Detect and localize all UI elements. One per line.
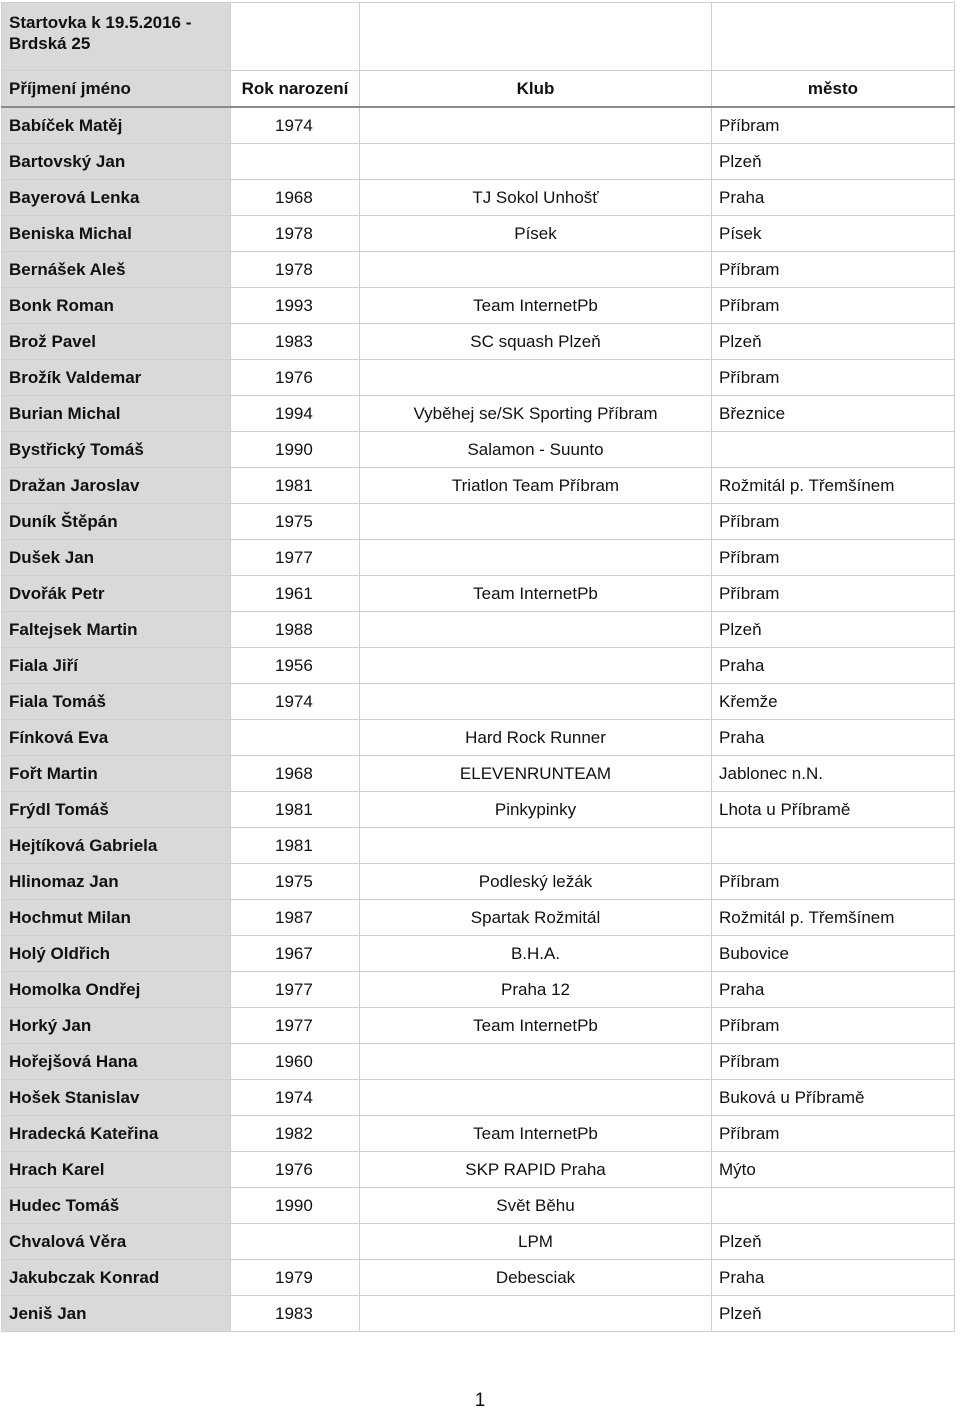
birth-year: 1961: [275, 583, 313, 603]
city-name: Příbram: [712, 1116, 955, 1152]
city-name: Příbram: [712, 107, 955, 144]
birth-year-cell: [231, 504, 360, 540]
table-row: [2, 468, 955, 504]
city-name: Křemže: [712, 684, 955, 720]
birth-year: 1981: [275, 799, 313, 819]
participant-name: Beniska Michal: [2, 216, 231, 252]
birth-year: 1975: [275, 511, 313, 531]
city-name: Příbram: [712, 576, 955, 612]
club-name: [360, 540, 712, 576]
birth-year-cell: [231, 1008, 360, 1044]
birth-year-cell: [231, 648, 360, 684]
birth-year-cell: [231, 684, 360, 720]
club-name: Vyběhej se/SK Sporting Příbram: [360, 396, 712, 432]
table-row: [2, 576, 955, 612]
club-name: SKP RAPID Praha: [360, 1152, 712, 1188]
city-name: Písek: [712, 216, 955, 252]
birth-year-cell: [231, 864, 360, 900]
birth-year-cell: [231, 216, 360, 252]
birth-year-cell: [231, 720, 360, 756]
birth-year: 1978: [275, 259, 313, 279]
table-row: [2, 1116, 955, 1152]
title-row: [2, 3, 955, 71]
participant-name: Hradecká Kateřina: [2, 1116, 231, 1152]
table-row: [2, 1008, 955, 1044]
participant-name: Hrach Karel: [2, 1152, 231, 1188]
birth-year-cell: [231, 468, 360, 504]
birth-year: 1983: [275, 1303, 313, 1323]
participant-name: Hudec Tomáš: [2, 1188, 231, 1224]
birth-year: 1987: [275, 907, 313, 927]
sheet-title: [2, 3, 231, 71]
participant-name: Faltejsek Martin: [2, 612, 231, 648]
title-line-1: Startovka k 19.5.2016 -: [9, 13, 192, 32]
club-name: Spartak Rožmitál: [360, 900, 712, 936]
club-name: SC squash Plzeň: [360, 324, 712, 360]
club-name: Team InternetPb: [360, 1116, 712, 1152]
header-club: Klub: [360, 71, 712, 108]
birth-year-cell: [231, 107, 360, 144]
table-row: [2, 1044, 955, 1080]
participant-name: Homolka Ondřej: [2, 972, 231, 1008]
city-name: [712, 1188, 955, 1224]
club-name: [360, 252, 712, 288]
birth-year-cell: [231, 288, 360, 324]
table-row: [2, 360, 955, 396]
city-name: [712, 828, 955, 864]
table-row: [2, 900, 955, 936]
table-row: [2, 936, 955, 972]
birth-year: 1981: [275, 835, 313, 855]
club-name: [360, 360, 712, 396]
city-name: Praha: [712, 180, 955, 216]
birth-year-cell: [231, 1116, 360, 1152]
club-name: Team InternetPb: [360, 288, 712, 324]
birth-year: 1993: [275, 295, 313, 315]
club-name: ELEVENRUNTEAM: [360, 756, 712, 792]
birth-year: 1977: [275, 547, 313, 567]
table-row: [2, 216, 955, 252]
birth-year-cell: [231, 324, 360, 360]
participant-name: Hlinomaz Jan: [2, 864, 231, 900]
title-empty-cell: [231, 3, 360, 71]
city-name: [712, 432, 955, 468]
table-row: [2, 972, 955, 1008]
participant-name: Jakubczak Konrad: [2, 1260, 231, 1296]
city-name: Příbram: [712, 540, 955, 576]
city-name: Příbram: [712, 1008, 955, 1044]
club-name: LPM: [360, 1224, 712, 1260]
club-name: [360, 648, 712, 684]
birth-year: 1988: [275, 619, 313, 639]
birth-year: 1978: [275, 223, 313, 243]
club-name: Debesciak: [360, 1260, 712, 1296]
table-row: [2, 648, 955, 684]
birth-year-cell: [231, 1080, 360, 1116]
participant-name: Bernášek Aleš: [2, 252, 231, 288]
city-name: Mýto: [712, 1152, 955, 1188]
birth-year: 1981: [275, 475, 313, 495]
table-row: [2, 828, 955, 864]
birth-year: 1975: [275, 871, 313, 891]
city-name: Rožmitál p. Třemšínem: [712, 900, 955, 936]
startlist-table: [1, 2, 955, 1332]
city-name: Bubovice: [712, 936, 955, 972]
title-line-2: Brdská 25: [9, 34, 91, 53]
birth-year: 1956: [275, 655, 313, 675]
table-row: [2, 1080, 955, 1116]
header-city: město: [712, 71, 955, 108]
table-row: [2, 792, 955, 828]
table-row: [2, 107, 955, 144]
participant-name: Hošek Stanislav: [2, 1080, 231, 1116]
birth-year-cell: [231, 972, 360, 1008]
participant-name: Hořejšová Hana: [2, 1044, 231, 1080]
birth-year-cell: [231, 936, 360, 972]
table-row: [2, 864, 955, 900]
birth-year-cell: [231, 540, 360, 576]
birth-year-cell: [231, 1224, 360, 1260]
birth-year: 1974: [275, 1087, 313, 1107]
participant-name: Holý Oldřich: [2, 936, 231, 972]
table-row: [2, 288, 955, 324]
participant-name: Bayerová Lenka: [2, 180, 231, 216]
table-row: [2, 1296, 955, 1332]
birth-year-cell: [231, 432, 360, 468]
participant-name: Dvořák Petr: [2, 576, 231, 612]
birth-year: 1979: [275, 1267, 313, 1287]
table-row: [2, 180, 955, 216]
club-name: [360, 684, 712, 720]
birth-year-cell: [231, 1260, 360, 1296]
club-name: [360, 1044, 712, 1080]
startlist-body: [2, 3, 955, 1332]
participant-name: Duník Štěpán: [2, 504, 231, 540]
club-name: Svět Běhu: [360, 1188, 712, 1224]
city-name: Lhota u Příbramě: [712, 792, 955, 828]
participant-name: Hejtíková Gabriela: [2, 828, 231, 864]
birth-year: 1977: [275, 1015, 313, 1035]
city-name: Praha: [712, 648, 955, 684]
city-name: Jablonec n.N.: [712, 756, 955, 792]
club-name: Podleský ležák: [360, 864, 712, 900]
birth-year-cell: [231, 576, 360, 612]
city-name: Příbram: [712, 1044, 955, 1080]
table-row: [2, 144, 955, 180]
birth-year: 1990: [275, 1195, 313, 1215]
club-name: Team InternetPb: [360, 576, 712, 612]
participant-name: Dražan Jaroslav: [2, 468, 231, 504]
birth-year-cell: [231, 1188, 360, 1224]
participant-name: Horký Jan: [2, 1008, 231, 1044]
birth-year: 1968: [275, 187, 313, 207]
city-name: Rožmitál p. Třemšínem: [712, 468, 955, 504]
table-row: [2, 324, 955, 360]
club-name: [360, 1080, 712, 1116]
table-row: [2, 504, 955, 540]
birth-year-cell: [231, 1296, 360, 1332]
birth-year: 1968: [275, 763, 313, 783]
table-row: [2, 1224, 955, 1260]
participant-name: Fínková Eva: [2, 720, 231, 756]
club-name: [360, 504, 712, 540]
table-row: [2, 720, 955, 756]
birth-year: 1974: [275, 115, 313, 135]
city-name: Plzeň: [712, 144, 955, 180]
table-row: [2, 1152, 955, 1188]
birth-year-cell: [231, 360, 360, 396]
header-name: Příjmení jméno: [2, 71, 231, 108]
table-row: [2, 540, 955, 576]
birth-year-cell: [231, 1044, 360, 1080]
city-name: Buková u Příbramě: [712, 1080, 955, 1116]
table-row: [2, 432, 955, 468]
birth-year: 1983: [275, 331, 313, 351]
birth-year: 1974: [275, 691, 313, 711]
table-row: [2, 1188, 955, 1224]
club-name: Praha 12: [360, 972, 712, 1008]
participant-name: Hochmut Milan: [2, 900, 231, 936]
table-row: [2, 252, 955, 288]
birth-year-cell: [231, 612, 360, 648]
participant-name: Babíček Matěj: [2, 107, 231, 144]
birth-year-cell: [231, 756, 360, 792]
birth-year: 1994: [275, 403, 313, 423]
city-name: Příbram: [712, 504, 955, 540]
club-name: Hard Rock Runner: [360, 720, 712, 756]
participant-name: Bystřický Tomáš: [2, 432, 231, 468]
birth-year-cell: [231, 144, 360, 180]
title-empty-cell: [360, 3, 712, 71]
title-empty-cell: [712, 3, 955, 71]
birth-year: 1967: [275, 943, 313, 963]
birth-year: 1977: [275, 979, 313, 999]
participant-name: Fořt Martin: [2, 756, 231, 792]
city-name: Plzeň: [712, 1224, 955, 1260]
birth-year: 1982: [275, 1123, 313, 1143]
city-name: Plzeň: [712, 324, 955, 360]
participant-name: Burian Michal: [2, 396, 231, 432]
city-name: Praha: [712, 972, 955, 1008]
club-name: [360, 828, 712, 864]
city-name: Praha: [712, 720, 955, 756]
table-row: [2, 684, 955, 720]
club-name: Triatlon Team Příbram: [360, 468, 712, 504]
header-row: [2, 71, 955, 108]
table-row: [2, 1260, 955, 1296]
header-year: Rok narození: [231, 71, 360, 108]
table-row: [2, 396, 955, 432]
club-name: [360, 107, 712, 144]
city-name: Praha: [712, 1260, 955, 1296]
birth-year-cell: [231, 792, 360, 828]
birth-year: 1990: [275, 439, 313, 459]
participant-name: Frýdl Tomáš: [2, 792, 231, 828]
participant-name: Brož Pavel: [2, 324, 231, 360]
city-name: Příbram: [712, 288, 955, 324]
club-name: [360, 612, 712, 648]
city-name: Březnice: [712, 396, 955, 432]
club-name: Salamon - Suunto: [360, 432, 712, 468]
birth-year: 1960: [275, 1051, 313, 1071]
participant-name: Chvalová Věra: [2, 1224, 231, 1260]
participant-name: Brožík Valdemar: [2, 360, 231, 396]
participant-name: Fiala Tomáš: [2, 684, 231, 720]
participant-name: Bonk Roman: [2, 288, 231, 324]
club-name: [360, 1296, 712, 1332]
club-name: [360, 144, 712, 180]
birth-year: 1976: [275, 1159, 313, 1179]
participant-name: Dušek Jan: [2, 540, 231, 576]
city-name: Plzeň: [712, 612, 955, 648]
page-number: 1: [474, 1390, 486, 1411]
birth-year-cell: [231, 1152, 360, 1188]
club-name: B.H.A.: [360, 936, 712, 972]
birth-year-cell: [231, 252, 360, 288]
birth-year: 1976: [275, 367, 313, 387]
city-name: Příbram: [712, 360, 955, 396]
birth-year-cell: [231, 900, 360, 936]
club-name: TJ Sokol Unhošť: [360, 180, 712, 216]
club-name: Team InternetPb: [360, 1008, 712, 1044]
birth-year-cell: [231, 828, 360, 864]
birth-year-cell: [231, 180, 360, 216]
club-name: Písek: [360, 216, 712, 252]
participant-name: Jeniš Jan: [2, 1296, 231, 1332]
participant-name: Fiala Jiří: [2, 648, 231, 684]
city-name: Příbram: [712, 252, 955, 288]
club-name: Pinkypinky: [360, 792, 712, 828]
city-name: Plzeň: [712, 1296, 955, 1332]
city-name: Příbram: [712, 864, 955, 900]
birth-year-cell: [231, 396, 360, 432]
table-row: [2, 612, 955, 648]
table-row: [2, 756, 955, 792]
participant-name: Bartovský Jan: [2, 144, 231, 180]
